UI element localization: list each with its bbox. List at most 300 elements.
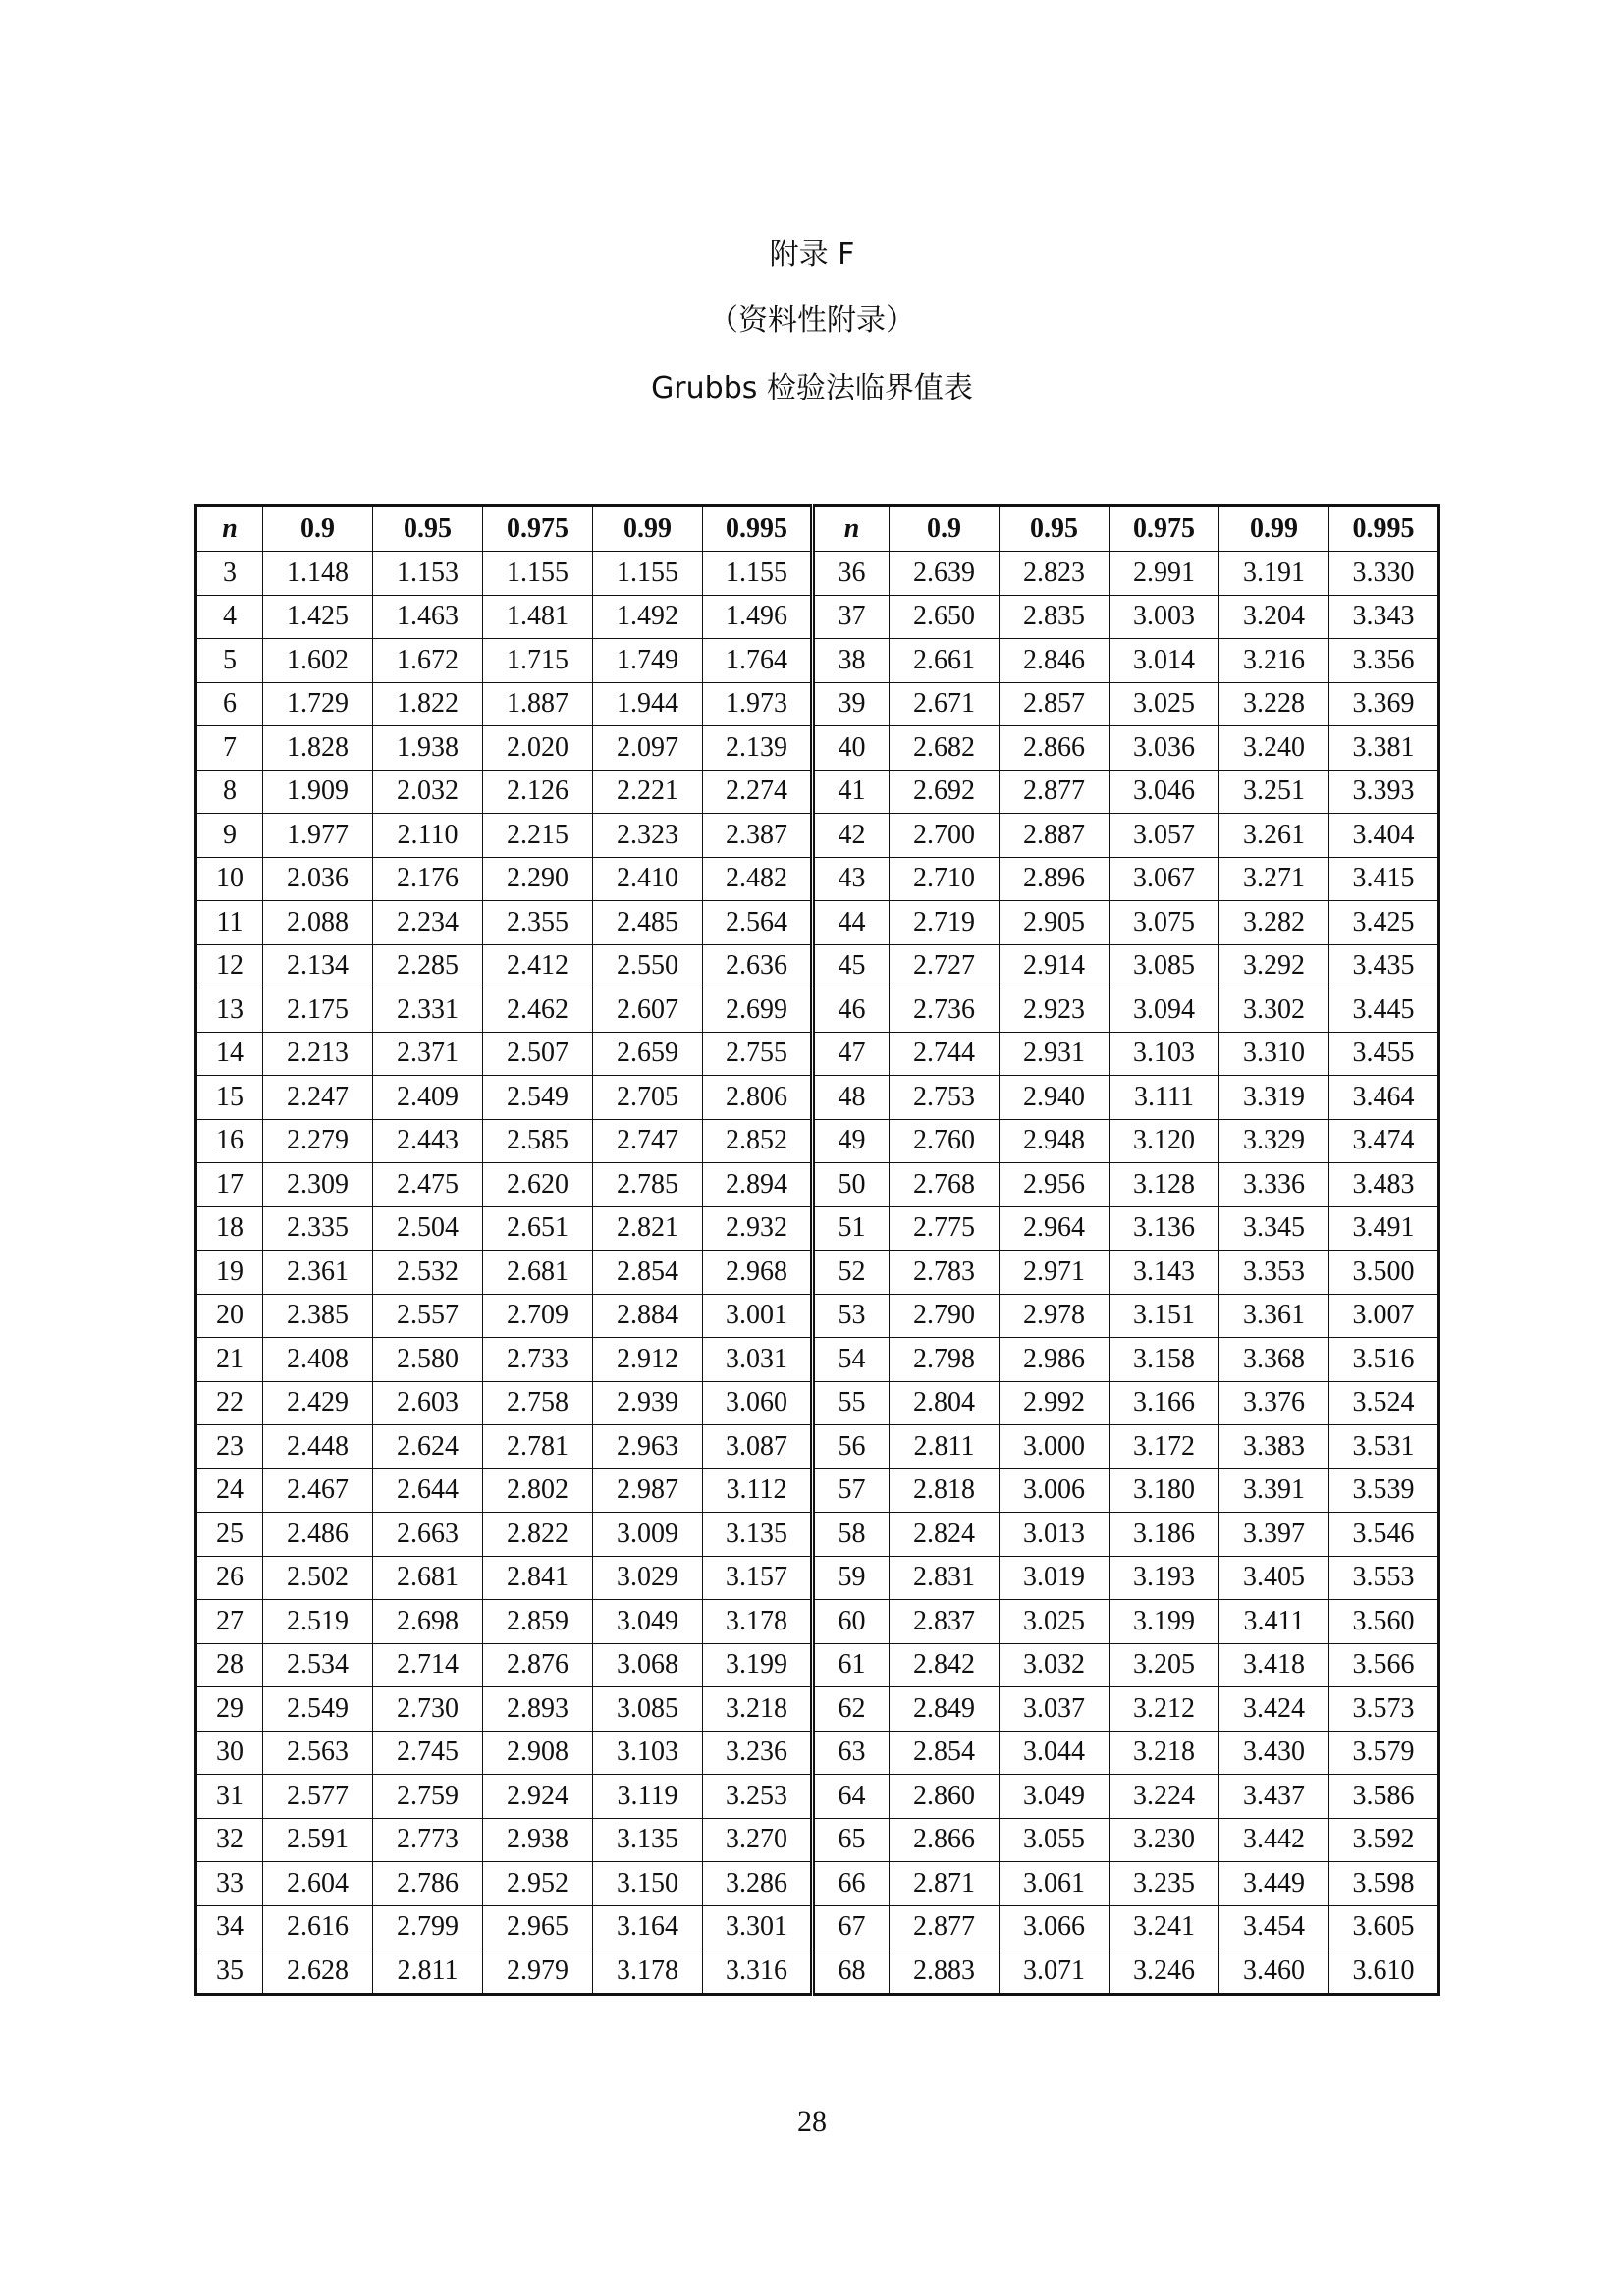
table-row <box>196 814 1439 858</box>
value-cell: 2.894 <box>703 1163 813 1207</box>
value-cell: 2.912 <box>593 1338 703 1382</box>
n-cell: 13 <box>196 988 263 1033</box>
value-cell: 2.331 <box>373 988 483 1033</box>
value-cell: 2.659 <box>593 1032 703 1076</box>
n-cell: 22 <box>196 1381 263 1425</box>
n-cell: 6 <box>196 682 263 726</box>
value-cell: 3.302 <box>1219 988 1329 1033</box>
n-cell: 29 <box>196 1687 263 1732</box>
value-cell: 3.605 <box>1329 1905 1439 1949</box>
n-cell: 57 <box>813 1468 890 1513</box>
value-cell: 2.036 <box>263 857 373 901</box>
table-row <box>196 1556 1439 1600</box>
value-cell: 2.644 <box>373 1468 483 1513</box>
value-cell: 3.381 <box>1329 726 1439 771</box>
n-cell: 42 <box>813 814 890 858</box>
table-row <box>196 1338 1439 1382</box>
value-cell: 2.475 <box>373 1163 483 1207</box>
n-cell: 63 <box>813 1731 890 1775</box>
value-cell: 3.166 <box>1110 1381 1219 1425</box>
value-cell: 3.253 <box>703 1775 813 1819</box>
value-cell: 3.368 <box>1219 1338 1329 1382</box>
value-cell: 2.854 <box>890 1731 1000 1775</box>
value-cell: 2.822 <box>483 1513 593 1557</box>
column-header-0.99-left: 0.99 <box>593 506 703 552</box>
value-cell: 3.007 <box>1329 1294 1439 1338</box>
value-cell: 3.025 <box>1110 682 1219 726</box>
value-cell: 2.604 <box>263 1862 373 1906</box>
value-cell: 3.235 <box>1110 1862 1219 1906</box>
value-cell: 3.445 <box>1329 988 1439 1033</box>
value-cell: 3.031 <box>703 1338 813 1382</box>
value-cell: 3.343 <box>1329 595 1439 639</box>
n-cell: 40 <box>813 726 890 771</box>
value-cell: 2.502 <box>263 1556 373 1600</box>
value-cell: 2.020 <box>483 726 593 771</box>
n-cell: 14 <box>196 1032 263 1076</box>
value-cell: 1.481 <box>483 595 593 639</box>
value-cell: 2.603 <box>373 1381 483 1425</box>
value-cell: 3.546 <box>1329 1513 1439 1557</box>
value-cell: 3.157 <box>703 1556 813 1600</box>
n-cell: 18 <box>196 1206 263 1251</box>
value-cell: 1.153 <box>373 552 483 596</box>
value-cell: 3.464 <box>1329 1076 1439 1120</box>
column-header-n-left: n <box>196 506 263 552</box>
n-cell: 54 <box>813 1338 890 1382</box>
value-cell: 3.228 <box>1219 682 1329 726</box>
n-cell: 32 <box>196 1818 263 1862</box>
value-cell: 3.199 <box>1110 1600 1219 1644</box>
value-cell: 3.120 <box>1110 1119 1219 1163</box>
value-cell: 3.240 <box>1219 726 1329 771</box>
value-cell: 3.483 <box>1329 1163 1439 1207</box>
n-cell: 21 <box>196 1338 263 1382</box>
value-cell: 3.454 <box>1219 1905 1329 1949</box>
value-cell: 3.592 <box>1329 1818 1439 1862</box>
value-cell: 2.139 <box>703 726 813 771</box>
value-cell: 2.126 <box>483 770 593 814</box>
value-cell: 2.705 <box>593 1076 703 1120</box>
value-cell: 3.393 <box>1329 770 1439 814</box>
n-cell: 43 <box>813 857 890 901</box>
value-cell: 2.504 <box>373 1206 483 1251</box>
value-cell: 1.715 <box>483 639 593 683</box>
value-cell: 2.914 <box>1000 944 1110 988</box>
value-cell: 3.610 <box>1329 1949 1439 1995</box>
value-cell: 1.973 <box>703 682 813 726</box>
value-cell: 3.019 <box>1000 1556 1110 1600</box>
value-cell: 2.550 <box>593 944 703 988</box>
value-cell: 3.029 <box>593 1556 703 1600</box>
value-cell: 3.178 <box>703 1600 813 1644</box>
value-cell: 3.336 <box>1219 1163 1329 1207</box>
column-header-0.975-right: 0.975 <box>1110 506 1219 552</box>
table-row <box>196 1119 1439 1163</box>
table-row <box>196 1381 1439 1425</box>
value-cell: 2.979 <box>483 1949 593 1995</box>
value-cell: 2.557 <box>373 1294 483 1338</box>
value-cell: 2.859 <box>483 1600 593 1644</box>
value-cell: 3.085 <box>593 1687 703 1732</box>
table-row <box>196 1251 1439 1295</box>
n-cell: 7 <box>196 726 263 771</box>
value-cell: 2.699 <box>703 988 813 1033</box>
value-cell: 2.215 <box>483 814 593 858</box>
value-cell: 3.178 <box>593 1949 703 1995</box>
value-cell: 2.639 <box>890 552 1000 596</box>
value-cell: 1.764 <box>703 639 813 683</box>
value-cell: 1.944 <box>593 682 703 726</box>
value-cell: 2.730 <box>373 1687 483 1732</box>
value-cell: 3.191 <box>1219 552 1329 596</box>
value-cell: 2.866 <box>890 1818 1000 1862</box>
value-cell: 2.234 <box>373 901 483 945</box>
value-cell: 2.837 <box>890 1600 1000 1644</box>
value-cell: 2.893 <box>483 1687 593 1732</box>
table-row <box>196 595 1439 639</box>
value-cell: 3.405 <box>1219 1556 1329 1600</box>
value-cell: 2.408 <box>263 1338 373 1382</box>
value-cell: 2.410 <box>593 857 703 901</box>
value-cell: 2.443 <box>373 1119 483 1163</box>
n-cell: 67 <box>813 1905 890 1949</box>
n-cell: 31 <box>196 1775 263 1819</box>
value-cell: 2.968 <box>703 1251 813 1295</box>
value-cell: 3.524 <box>1329 1381 1439 1425</box>
n-cell: 53 <box>813 1294 890 1338</box>
value-cell: 2.714 <box>373 1643 483 1687</box>
value-cell: 3.186 <box>1110 1513 1219 1557</box>
table-row <box>196 988 1439 1033</box>
table-row <box>196 1206 1439 1251</box>
value-cell: 2.824 <box>890 1513 1000 1557</box>
value-cell: 3.067 <box>1110 857 1219 901</box>
table-row <box>196 1076 1439 1120</box>
value-cell: 3.286 <box>703 1862 813 1906</box>
value-cell: 1.887 <box>483 682 593 726</box>
value-cell: 3.553 <box>1329 1556 1439 1600</box>
value-cell: 2.753 <box>890 1076 1000 1120</box>
value-cell: 2.412 <box>483 944 593 988</box>
value-cell: 3.111 <box>1110 1076 1219 1120</box>
n-cell: 19 <box>196 1251 263 1295</box>
value-cell: 2.786 <box>373 1862 483 1906</box>
n-cell: 59 <box>813 1556 890 1600</box>
value-cell: 3.500 <box>1329 1251 1439 1295</box>
value-cell: 2.733 <box>483 1338 593 1382</box>
value-cell: 3.230 <box>1110 1818 1219 1862</box>
value-cell: 1.148 <box>263 552 373 596</box>
value-cell: 3.025 <box>1000 1600 1110 1644</box>
value-cell: 3.241 <box>1110 1905 1219 1949</box>
value-cell: 3.455 <box>1329 1032 1439 1076</box>
value-cell: 3.598 <box>1329 1862 1439 1906</box>
value-cell: 2.176 <box>373 857 483 901</box>
value-cell: 2.285 <box>373 944 483 988</box>
n-cell: 5 <box>196 639 263 683</box>
column-header-0.975-left: 0.975 <box>483 506 593 552</box>
value-cell: 2.580 <box>373 1338 483 1382</box>
value-cell: 2.835 <box>1000 595 1110 639</box>
value-cell: 3.001 <box>703 1294 813 1338</box>
value-cell: 1.822 <box>373 682 483 726</box>
n-cell: 64 <box>813 1775 890 1819</box>
table-row <box>196 1513 1439 1557</box>
value-cell: 2.486 <box>263 1513 373 1557</box>
value-cell: 2.923 <box>1000 988 1110 1033</box>
value-cell: 3.411 <box>1219 1600 1329 1644</box>
n-cell: 61 <box>813 1643 890 1687</box>
value-cell: 3.032 <box>1000 1643 1110 1687</box>
n-cell: 58 <box>813 1513 890 1557</box>
value-cell: 3.071 <box>1000 1949 1110 1995</box>
value-cell: 1.938 <box>373 726 483 771</box>
value-cell: 2.783 <box>890 1251 1000 1295</box>
value-cell: 3.164 <box>593 1905 703 1949</box>
value-cell: 2.877 <box>890 1905 1000 1949</box>
value-cell: 3.180 <box>1110 1468 1219 1513</box>
value-cell: 2.274 <box>703 770 813 814</box>
table-row <box>196 682 1439 726</box>
column-header-n-right: n <box>813 506 890 552</box>
value-cell: 3.151 <box>1110 1294 1219 1338</box>
value-cell: 2.991 <box>1110 552 1219 596</box>
table-row <box>196 1818 1439 1862</box>
value-cell: 3.376 <box>1219 1381 1329 1425</box>
table-body <box>196 552 1439 1995</box>
value-cell: 2.467 <box>263 1468 373 1513</box>
value-cell: 3.128 <box>1110 1163 1219 1207</box>
value-cell: 3.310 <box>1219 1032 1329 1076</box>
value-cell: 3.560 <box>1329 1600 1439 1644</box>
value-cell: 1.977 <box>263 814 373 858</box>
value-cell: 3.329 <box>1219 1119 1329 1163</box>
value-cell: 1.729 <box>263 682 373 726</box>
n-cell: 60 <box>813 1600 890 1644</box>
value-cell: 3.049 <box>593 1600 703 1644</box>
value-cell: 3.119 <box>593 1775 703 1819</box>
column-header-0.95-left: 0.95 <box>373 506 483 552</box>
value-cell: 3.319 <box>1219 1076 1329 1120</box>
value-cell: 1.909 <box>263 770 373 814</box>
value-cell: 2.884 <box>593 1294 703 1338</box>
value-cell: 2.032 <box>373 770 483 814</box>
value-cell: 3.282 <box>1219 901 1329 945</box>
n-cell: 28 <box>196 1643 263 1687</box>
n-cell: 66 <box>813 1862 890 1906</box>
value-cell: 2.860 <box>890 1775 1000 1819</box>
value-cell: 3.246 <box>1110 1949 1219 1995</box>
value-cell: 2.727 <box>890 944 1000 988</box>
n-cell: 68 <box>813 1949 890 1995</box>
value-cell: 2.759 <box>373 1775 483 1819</box>
value-cell: 3.212 <box>1110 1687 1219 1732</box>
value-cell: 2.747 <box>593 1119 703 1163</box>
n-cell: 15 <box>196 1076 263 1120</box>
table-row <box>196 1163 1439 1207</box>
value-cell: 2.607 <box>593 988 703 1033</box>
value-cell: 2.661 <box>890 639 1000 683</box>
value-cell: 3.316 <box>703 1949 813 1995</box>
value-cell: 2.963 <box>593 1425 703 1469</box>
value-cell: 2.871 <box>890 1862 1000 1906</box>
n-cell: 46 <box>813 988 890 1033</box>
value-cell: 2.088 <box>263 901 373 945</box>
table-row <box>196 1905 1439 1949</box>
n-cell: 9 <box>196 814 263 858</box>
table-row <box>196 944 1439 988</box>
table-row <box>196 1600 1439 1644</box>
table-row <box>196 1294 1439 1338</box>
value-cell: 2.361 <box>263 1251 373 1295</box>
value-cell: 3.270 <box>703 1818 813 1862</box>
value-cell: 3.449 <box>1219 1862 1329 1906</box>
value-cell: 2.896 <box>1000 857 1110 901</box>
n-cell: 51 <box>813 1206 890 1251</box>
value-cell: 3.566 <box>1329 1643 1439 1687</box>
table-row <box>196 552 1439 596</box>
value-cell: 3.068 <box>593 1643 703 1687</box>
value-cell: 2.857 <box>1000 682 1110 726</box>
value-cell: 1.496 <box>703 595 813 639</box>
appendix-type: （资料性附录） <box>709 303 915 338</box>
value-cell: 2.700 <box>890 814 1000 858</box>
value-cell: 3.000 <box>1000 1425 1110 1469</box>
value-cell: 3.150 <box>593 1862 703 1906</box>
n-cell: 38 <box>813 639 890 683</box>
value-cell: 3.013 <box>1000 1513 1110 1557</box>
value-cell: 3.046 <box>1110 770 1219 814</box>
value-cell: 3.435 <box>1329 944 1439 988</box>
value-cell: 3.085 <box>1110 944 1219 988</box>
grubbs-critical-value-table <box>194 504 1440 1996</box>
value-cell: 2.710 <box>890 857 1000 901</box>
value-cell: 1.155 <box>703 552 813 596</box>
value-cell: 2.940 <box>1000 1076 1110 1120</box>
value-cell: 2.842 <box>890 1643 1000 1687</box>
value-cell: 3.224 <box>1110 1775 1219 1819</box>
value-cell: 2.323 <box>593 814 703 858</box>
value-cell: 3.430 <box>1219 1731 1329 1775</box>
value-cell: 2.773 <box>373 1818 483 1862</box>
value-cell: 3.205 <box>1110 1643 1219 1687</box>
value-cell: 2.905 <box>1000 901 1110 945</box>
value-cell: 3.425 <box>1329 901 1439 945</box>
value-cell: 3.236 <box>703 1731 813 1775</box>
value-cell: 3.218 <box>1110 1731 1219 1775</box>
value-cell: 2.785 <box>593 1163 703 1207</box>
value-cell: 3.531 <box>1329 1425 1439 1469</box>
value-cell: 2.866 <box>1000 726 1110 771</box>
value-cell: 2.952 <box>483 1862 593 1906</box>
n-cell: 35 <box>196 1949 263 1995</box>
table-row <box>196 1643 1439 1687</box>
value-cell: 3.075 <box>1110 901 1219 945</box>
value-cell: 3.216 <box>1219 639 1329 683</box>
value-cell: 3.193 <box>1110 1556 1219 1600</box>
appendix-title: 附录 F <box>769 238 855 272</box>
value-cell: 2.719 <box>890 901 1000 945</box>
value-cell: 3.292 <box>1219 944 1329 988</box>
value-cell: 2.663 <box>373 1513 483 1557</box>
value-cell: 3.094 <box>1110 988 1219 1033</box>
value-cell: 2.355 <box>483 901 593 945</box>
value-cell: 2.948 <box>1000 1119 1110 1163</box>
value-cell: 2.971 <box>1000 1251 1110 1295</box>
value-cell: 2.429 <box>263 1381 373 1425</box>
value-cell: 2.624 <box>373 1425 483 1469</box>
value-cell: 2.563 <box>263 1731 373 1775</box>
value-cell: 3.437 <box>1219 1775 1329 1819</box>
n-cell: 47 <box>813 1032 890 1076</box>
n-cell: 56 <box>813 1425 890 1469</box>
value-cell: 3.539 <box>1329 1468 1439 1513</box>
value-cell: 3.066 <box>1000 1905 1110 1949</box>
value-cell: 3.037 <box>1000 1687 1110 1732</box>
value-cell: 3.199 <box>703 1643 813 1687</box>
value-cell: 2.462 <box>483 988 593 1033</box>
value-cell: 2.939 <box>593 1381 703 1425</box>
value-cell: 2.924 <box>483 1775 593 1819</box>
value-cell: 2.781 <box>483 1425 593 1469</box>
column-header-0.9-right: 0.9 <box>890 506 1000 552</box>
n-cell: 62 <box>813 1687 890 1732</box>
value-cell: 2.823 <box>1000 552 1110 596</box>
value-cell: 2.564 <box>703 901 813 945</box>
value-cell: 2.806 <box>703 1076 813 1120</box>
value-cell: 3.516 <box>1329 1338 1439 1382</box>
n-cell: 44 <box>813 901 890 945</box>
n-cell: 17 <box>196 1163 263 1207</box>
value-cell: 2.448 <box>263 1425 373 1469</box>
n-cell: 33 <box>196 1862 263 1906</box>
value-cell: 2.485 <box>593 901 703 945</box>
value-cell: 2.964 <box>1000 1206 1110 1251</box>
value-cell: 3.261 <box>1219 814 1329 858</box>
value-cell: 2.790 <box>890 1294 1000 1338</box>
value-cell: 2.887 <box>1000 814 1110 858</box>
value-cell: 2.213 <box>263 1032 373 1076</box>
value-cell: 3.353 <box>1219 1251 1329 1295</box>
table-header-row <box>196 506 1439 552</box>
value-cell: 3.143 <box>1110 1251 1219 1295</box>
value-cell: 2.409 <box>373 1076 483 1120</box>
n-cell: 52 <box>813 1251 890 1295</box>
value-cell: 3.087 <box>703 1425 813 1469</box>
n-cell: 50 <box>813 1163 890 1207</box>
table-row <box>196 1032 1439 1076</box>
value-cell: 3.579 <box>1329 1731 1439 1775</box>
value-cell: 2.591 <box>263 1818 373 1862</box>
value-cell: 2.846 <box>1000 639 1110 683</box>
value-cell: 2.309 <box>263 1163 373 1207</box>
value-cell: 3.586 <box>1329 1775 1439 1819</box>
value-cell: 3.345 <box>1219 1206 1329 1251</box>
table-row <box>196 1775 1439 1819</box>
n-cell: 23 <box>196 1425 263 1469</box>
value-cell: 2.760 <box>890 1119 1000 1163</box>
value-cell: 2.821 <box>593 1206 703 1251</box>
value-cell: 3.573 <box>1329 1687 1439 1732</box>
table-row <box>196 1425 1439 1469</box>
value-cell: 3.112 <box>703 1468 813 1513</box>
value-cell: 3.356 <box>1329 639 1439 683</box>
value-cell: 2.811 <box>373 1949 483 1995</box>
table-row <box>196 1731 1439 1775</box>
value-cell: 3.055 <box>1000 1818 1110 1862</box>
value-cell: 3.404 <box>1329 814 1439 858</box>
